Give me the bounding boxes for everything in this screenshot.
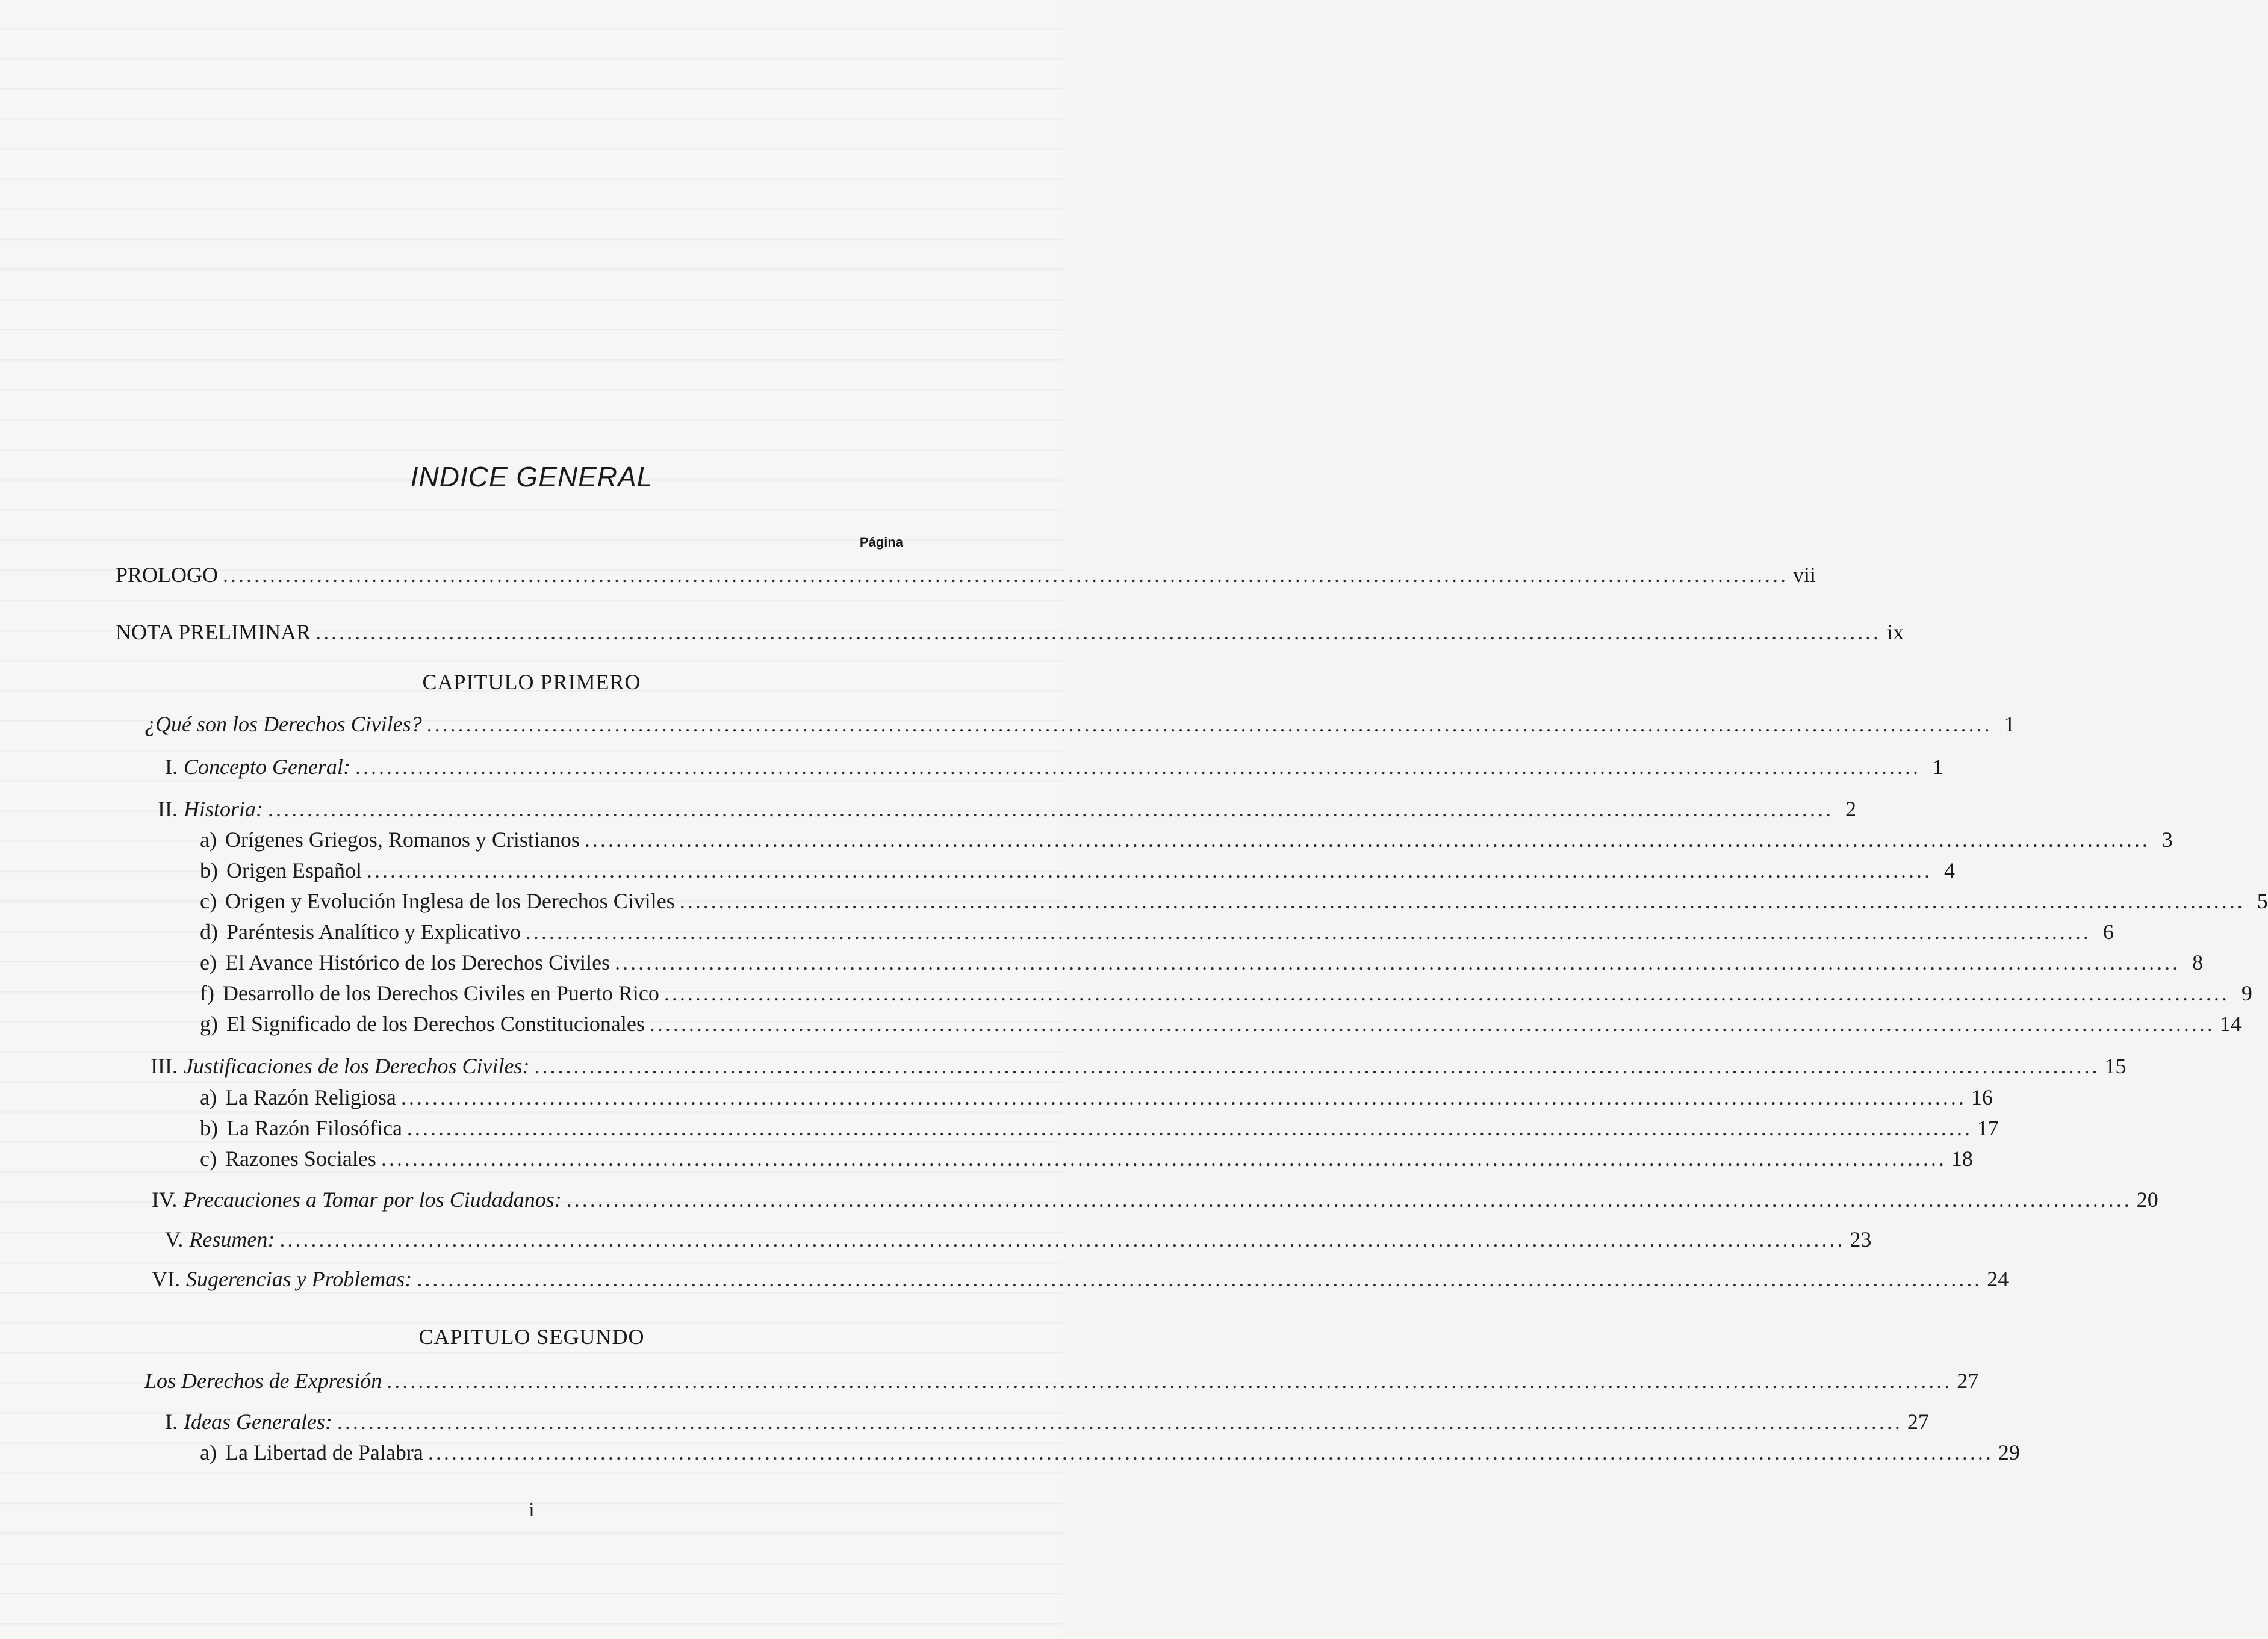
- entry-number: II.: [158, 797, 178, 821]
- toc-entry-parentesis[interactable]: [200, 917, 2114, 947]
- entry-page: 3: [2161, 828, 2173, 852]
- entry-label: Origen Español: [226, 858, 362, 882]
- entry-label: El Avance Histórico de los Derechos Civiles: [225, 950, 610, 974]
- entry-page: 29: [1998, 1440, 2020, 1464]
- entry-page: 1: [1932, 755, 1943, 779]
- page-folio: i: [529, 1499, 535, 1521]
- leader-dots: ........................................................................................................................................................................................................: [649, 1012, 2215, 1036]
- entry-number: d): [200, 920, 218, 944]
- page-column-label: Página: [859, 534, 903, 550]
- leader-dots: ........................................................................................................................................................................................................: [566, 1188, 2132, 1212]
- leader-dots: ........................................................................................................................................................................................................: [406, 1116, 1972, 1140]
- entry-page: 8: [2192, 950, 2204, 974]
- entry-label: Justificaciones de los Derechos Civiles:: [183, 1054, 530, 1078]
- entry-page: 20: [2136, 1188, 2158, 1212]
- leader-dots: ........................................................................................................................................................................................................: [417, 1267, 1983, 1291]
- toc-entry-historia[interactable]: [158, 794, 1856, 824]
- entry-label: PROLOGO: [116, 563, 219, 587]
- entry-number: g): [200, 1012, 218, 1036]
- entry-label: NOTA PRELIMINAR: [116, 620, 311, 644]
- toc-entry-razon-religiosa[interactable]: [200, 1082, 1993, 1112]
- leader-dots: ........................................................................................................................................................................................................: [427, 1440, 1993, 1464]
- entry-label: Precauciones a Tomar por los Ciudadanos:: [183, 1188, 562, 1212]
- entry-page: 6: [2102, 920, 2114, 944]
- leader-dots: ........................................................................................................................................................................................................: [584, 828, 2150, 852]
- entry-label: La Razón Religiosa: [225, 1085, 396, 1109]
- entry-label: Paréntesis Analítico y Explicativo: [226, 920, 521, 944]
- entry-number: VI.: [152, 1267, 180, 1291]
- leader-dots: ........................................................................................................................................................................................................: [279, 1227, 1845, 1251]
- entry-page: 1: [2004, 712, 2015, 736]
- leader-dots: ........................................................................................................................................................................................................: [534, 1054, 2100, 1078]
- entry-number: b): [200, 1116, 218, 1140]
- leader-dots: ........................................................................................................................................................................................................: [381, 1147, 1946, 1171]
- leader-dots: ........................................................................................................................................................................................................: [525, 920, 2091, 944]
- toc-entry-nota-preliminar[interactable]: [116, 617, 1904, 647]
- entry-label: Razones Sociales: [225, 1147, 376, 1171]
- entry-label: ¿Qué son los Derechos Civiles?: [144, 712, 422, 736]
- leader-dots: ........................................................................................................................................................................................................: [366, 858, 1932, 882]
- toc-entry-que-son[interactable]: [144, 709, 2015, 739]
- entry-label: Sugerencias y Problemas:: [186, 1267, 412, 1291]
- entry-label: Origen y Evolución Inglesa de los Derechos Civiles: [225, 889, 675, 913]
- entry-label: Desarrollo de los Derechos Civiles en Puerto Rico: [222, 981, 659, 1005]
- entry-number: f): [200, 981, 214, 1005]
- entry-number: IV.: [152, 1188, 178, 1212]
- toc-entry-razones-sociales[interactable]: [200, 1144, 1973, 1174]
- leader-dots: ........................................................................................................................................................................................................: [315, 620, 1881, 644]
- entry-page: 18: [1951, 1147, 1973, 1171]
- entry-number: I.: [165, 1410, 178, 1434]
- entry-page: 5: [2257, 889, 2268, 913]
- entry-page: 17: [1977, 1116, 1999, 1140]
- entry-label: El Significado de los Derechos Constitucionales: [226, 1012, 645, 1036]
- entry-label: La Libertad de Palabra: [225, 1440, 423, 1464]
- entry-label: Historia:: [183, 797, 263, 821]
- entry-number: a): [200, 1440, 217, 1464]
- entry-label: Los Derechos de Expresión: [144, 1369, 382, 1393]
- entry-page: 27: [1907, 1410, 1929, 1434]
- toc-entry-origen-espanol[interactable]: [200, 855, 1955, 885]
- leader-dots: ........................................................................................................................................................................................................: [679, 889, 2245, 913]
- entry-page: 23: [1850, 1227, 1872, 1251]
- leader-dots: ........................................................................................................................................................................................................: [426, 712, 1992, 736]
- entry-page: 24: [1987, 1267, 2009, 1291]
- entry-page: 15: [2104, 1054, 2127, 1078]
- entry-label: Resumen:: [189, 1227, 275, 1251]
- entry-number: I.: [165, 755, 178, 779]
- chapter-heading-1: CAPITULO PRIMERO: [422, 670, 641, 694]
- leader-dots: ........................................................................................................................................................................................................: [387, 1369, 1953, 1393]
- entry-page: 2: [1845, 797, 1856, 821]
- entry-number: a): [200, 828, 217, 852]
- toc-entry-desarrollo-puerto-rico[interactable]: [200, 978, 2252, 1008]
- leader-dots: ........................................................................................................................................................................................................: [355, 755, 1921, 779]
- leader-dots: ........................................................................................................................................................................................................: [615, 950, 2181, 974]
- toc-entry-avance-historico[interactable]: [200, 947, 2204, 978]
- entry-number: b): [200, 858, 218, 882]
- toc-entry-prologo[interactable]: [116, 560, 1816, 590]
- entry-label: La Razón Filosófica: [226, 1116, 402, 1140]
- toc-entry-precauciones[interactable]: [152, 1185, 2158, 1215]
- chapter-heading-2: CAPITULO SEGUNDO: [418, 1325, 645, 1349]
- entry-number: V.: [165, 1227, 184, 1251]
- leader-dots: ........................................................................................................................................................................................................: [268, 797, 1833, 821]
- index-title: INDICE GENERAL: [410, 461, 653, 492]
- entry-page: 27: [1957, 1369, 1979, 1393]
- toc-entry-ideas-generales[interactable]: [165, 1407, 1929, 1437]
- toc-entry-derechos-expresion[interactable]: [144, 1366, 1979, 1396]
- toc-entry-libertad-palabra[interactable]: [200, 1437, 2020, 1467]
- leader-dots: ........................................................................................................................................................................................................: [400, 1085, 1966, 1109]
- entry-label: Orígenes Griegos, Romanos y Cristianos: [225, 828, 580, 852]
- entry-page: 9: [2241, 981, 2252, 1005]
- entry-page: 16: [1971, 1085, 1993, 1109]
- toc-entry-origen-inglesa[interactable]: [200, 886, 2268, 916]
- toc-entry-resumen[interactable]: [165, 1224, 1872, 1254]
- entry-page: ix: [1887, 620, 1904, 644]
- entry-label: Ideas Generales:: [184, 1410, 332, 1434]
- leader-dots: ........................................................................................................................................................................................................: [223, 563, 1789, 587]
- leader-dots: ........................................................................................................................................................................................................: [337, 1410, 1903, 1434]
- toc-entry-significado[interactable]: [200, 1009, 2242, 1039]
- entry-page: 4: [1943, 858, 1955, 882]
- toc-entry-sugerencias[interactable]: [152, 1264, 2009, 1294]
- entry-number: c): [200, 889, 217, 913]
- entry-number: c): [200, 1147, 217, 1171]
- entry-number: III.: [151, 1054, 178, 1078]
- entry-number: e): [200, 950, 217, 974]
- leader-dots: ........................................................................................................................................................................................................: [663, 981, 2229, 1005]
- toc-entry-origenes-griegos[interactable]: [200, 825, 2173, 855]
- entry-number: a): [200, 1085, 217, 1109]
- toc-entry-justificaciones[interactable]: [151, 1051, 2127, 1081]
- toc-entry-concepto-general[interactable]: [165, 752, 1943, 782]
- entry-page: 14: [2219, 1012, 2242, 1036]
- entry-label: Concepto General:: [184, 755, 350, 779]
- toc-entry-razon-filosofica[interactable]: [200, 1113, 1999, 1143]
- entry-page: vii: [1793, 563, 1816, 587]
